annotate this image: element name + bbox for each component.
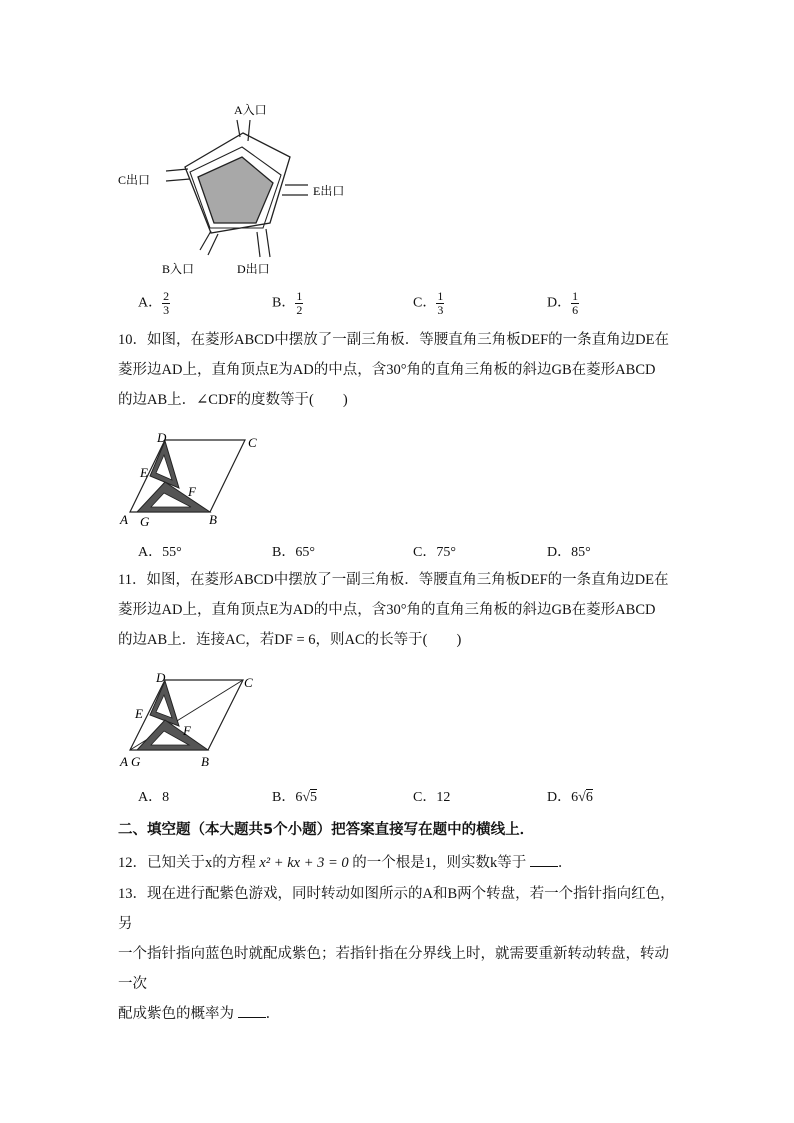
q11-label-b: B	[201, 754, 209, 769]
q13-line-1: 13．现在进行配紫色游戏，同时转动如图所示的A和B两个转盘，若一个指针指向红色，另	[118, 886, 675, 932]
q10-line-3: 的边AB上．∠CDF的度数等于( )	[118, 392, 348, 408]
question-11	[118, 565, 678, 655]
rhombus-figure-q10	[115, 430, 275, 532]
section-2-heading: 二、填空题（本大题共5个小题）把答案直接写在题中的横线上．	[118, 822, 535, 838]
rhombus-figure-q11	[115, 670, 275, 772]
q11-label-ag: A G	[120, 754, 141, 769]
q10-label-a: A	[120, 512, 128, 527]
pentagon-road-figure	[110, 95, 380, 280]
q13-line-3: 配成紫色的概率为 ．	[118, 1006, 281, 1022]
q11-label-d: D	[156, 670, 166, 685]
q11-line-1: 11．如图，在菱形ABCD中摆放了一副三角板．等腰直角三角板DEF的一条直角边DE在	[118, 572, 669, 588]
q11-label-c: C	[244, 675, 253, 690]
question-10	[118, 325, 678, 415]
q9-option-b: B． $\frac{1}{2}$	[272, 289, 303, 317]
q9-option-a: A． $\frac{2}{3}$	[138, 289, 170, 317]
q11-line-3: 的边AB上．连接AC，若DF = 6，则AC的长等于( )	[118, 632, 462, 648]
q11-options	[138, 786, 678, 812]
q12-equation: x² + kx + 3 = 0	[259, 855, 349, 871]
q10-label-d: D	[157, 430, 167, 445]
q10-label-e: E	[140, 465, 148, 480]
q10-option-d: D．85°	[547, 545, 591, 560]
q11-line-2: 菱形边AD上，直角顶点E为AD的中点，含30°角的直角三角板的斜边GB在菱形ABCD	[118, 602, 656, 618]
question-13	[118, 879, 678, 1029]
q13-answer-blank	[238, 1005, 266, 1018]
q11-label-e: E	[135, 706, 143, 721]
label-c-exit: C出口	[118, 173, 151, 187]
q10-line-1: 10．如图，在菱形ABCD中摆放了一副三角板．等腰直角三角板DEF的一条直角边DE在	[118, 332, 670, 348]
q10-options	[138, 541, 678, 567]
label-b-entrance: B入口	[162, 262, 195, 276]
q9-options	[138, 290, 678, 316]
label-d-exit: D出口	[237, 262, 270, 276]
label-a-entrance: A入口	[234, 103, 267, 117]
q10-label-c: C	[248, 435, 257, 450]
q11-option-a: A．8	[138, 790, 170, 805]
q11-option-c: C．12	[413, 790, 451, 805]
q11-option-b: B．6√5	[272, 790, 318, 805]
q10-label-b: B	[209, 512, 217, 527]
q10-label-f: F	[188, 484, 196, 499]
q11-label-f: F	[183, 723, 191, 738]
q10-option-c: C．75°	[413, 545, 456, 560]
q10-option-a: A．55°	[138, 545, 182, 560]
question-12: 12．已知关于x的方程 x² + kx + 3 = 0 的一个根是1，则实数k等于 ．	[118, 855, 573, 871]
q9-option-d: D． $\frac{1}{6}$	[547, 289, 579, 317]
q10-line-2: 菱形边AD上，直角顶点E为AD的中点，含30°角的直角三角板的斜边GB在菱形ABCD	[118, 362, 656, 378]
q10-option-b: B．65°	[272, 545, 315, 560]
q9-option-c: C． $\frac{1}{3}$	[413, 289, 444, 317]
label-e-exit: E出口	[313, 184, 345, 198]
q11-option-d: D．6√6	[547, 790, 593, 805]
q12-answer-blank	[530, 854, 558, 867]
q10-label-g: G	[140, 514, 150, 529]
q13-line-2: 一个指针指向蓝色时就配成紫色；若指针指在分界线上时，就需要重新转动转盘，转动一次	[118, 946, 669, 992]
